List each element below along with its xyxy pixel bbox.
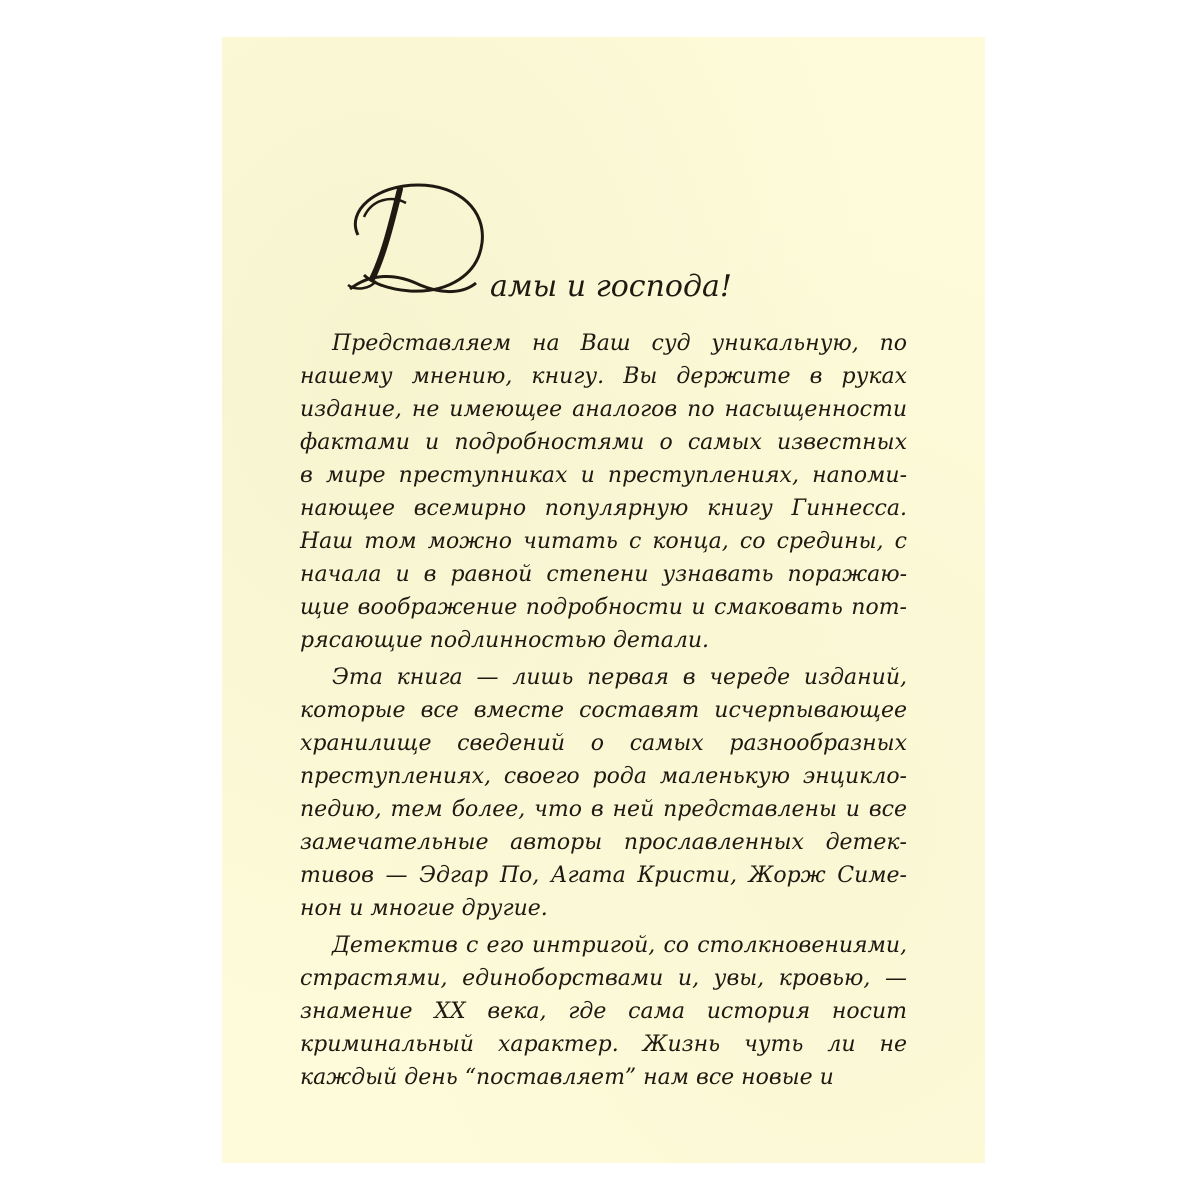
text-line: фактами и подробностями о самых известных bbox=[300, 430, 907, 455]
heading bbox=[340, 177, 860, 327]
body-text bbox=[300, 327, 907, 1098]
text-line: Представляем на Ваш суд уникальную, по bbox=[332, 331, 907, 356]
text-line: Эта книга — лишь первая в череде изданий, bbox=[332, 665, 907, 690]
text-line: криминальный характер. Жизнь чуть ли не bbox=[300, 1032, 907, 1057]
text-line: педию, тем более, что в ней представлены и все bbox=[300, 797, 907, 822]
text-line: щие воображение подробности и смаковать пот- bbox=[300, 595, 907, 620]
text-line: в мире преступниках и преступлениях, напоми- bbox=[300, 463, 907, 488]
paragraph bbox=[300, 661, 907, 925]
text-line: преступлениях, своего рода маленькую энцикло- bbox=[300, 764, 907, 789]
text-line: нающее всемирно популярную книгу Гиннесса. bbox=[300, 496, 907, 521]
text-line: знамение XX века, где сама история носит bbox=[300, 999, 907, 1024]
text-line: каждый день “поставляет” нам все новые и bbox=[300, 1065, 834, 1090]
heading-text: амы и господа! bbox=[490, 269, 732, 304]
text-line: хранилище сведений о самых разнообразных bbox=[300, 731, 907, 756]
text-line: издание, не имеющее аналогов по насыщенности bbox=[300, 397, 907, 422]
paragraph bbox=[300, 327, 907, 657]
paragraph bbox=[300, 929, 907, 1094]
text-line: Детектив с его интригой, со столкновениями, bbox=[332, 933, 907, 958]
text-line: страстями, единоборствами и, увы, кровью, — bbox=[300, 966, 907, 991]
text-line: нашему мнению, книгу. Вы держите в руках bbox=[300, 364, 907, 389]
text-line: нон и многие другие. bbox=[300, 896, 548, 921]
text-line: начала и в равной степени узнавать поражаю- bbox=[300, 562, 907, 587]
text-line: Наш том можно читать с конца, со средины, с bbox=[300, 529, 907, 554]
book-page bbox=[222, 37, 985, 1163]
text-line: рясающие подлинностью детали. bbox=[300, 628, 710, 653]
decorative-drop-cap bbox=[340, 177, 490, 297]
text-line: которые все вместе составят исчерпывающее bbox=[300, 698, 907, 723]
drop-cap-letter: Д bbox=[414, 269, 426, 285]
text-line: замечательные авторы прославленных детек- bbox=[300, 830, 907, 855]
text-line: тивов — Эдгар По, Агата Кристи, Жорж Симе- bbox=[300, 863, 907, 888]
